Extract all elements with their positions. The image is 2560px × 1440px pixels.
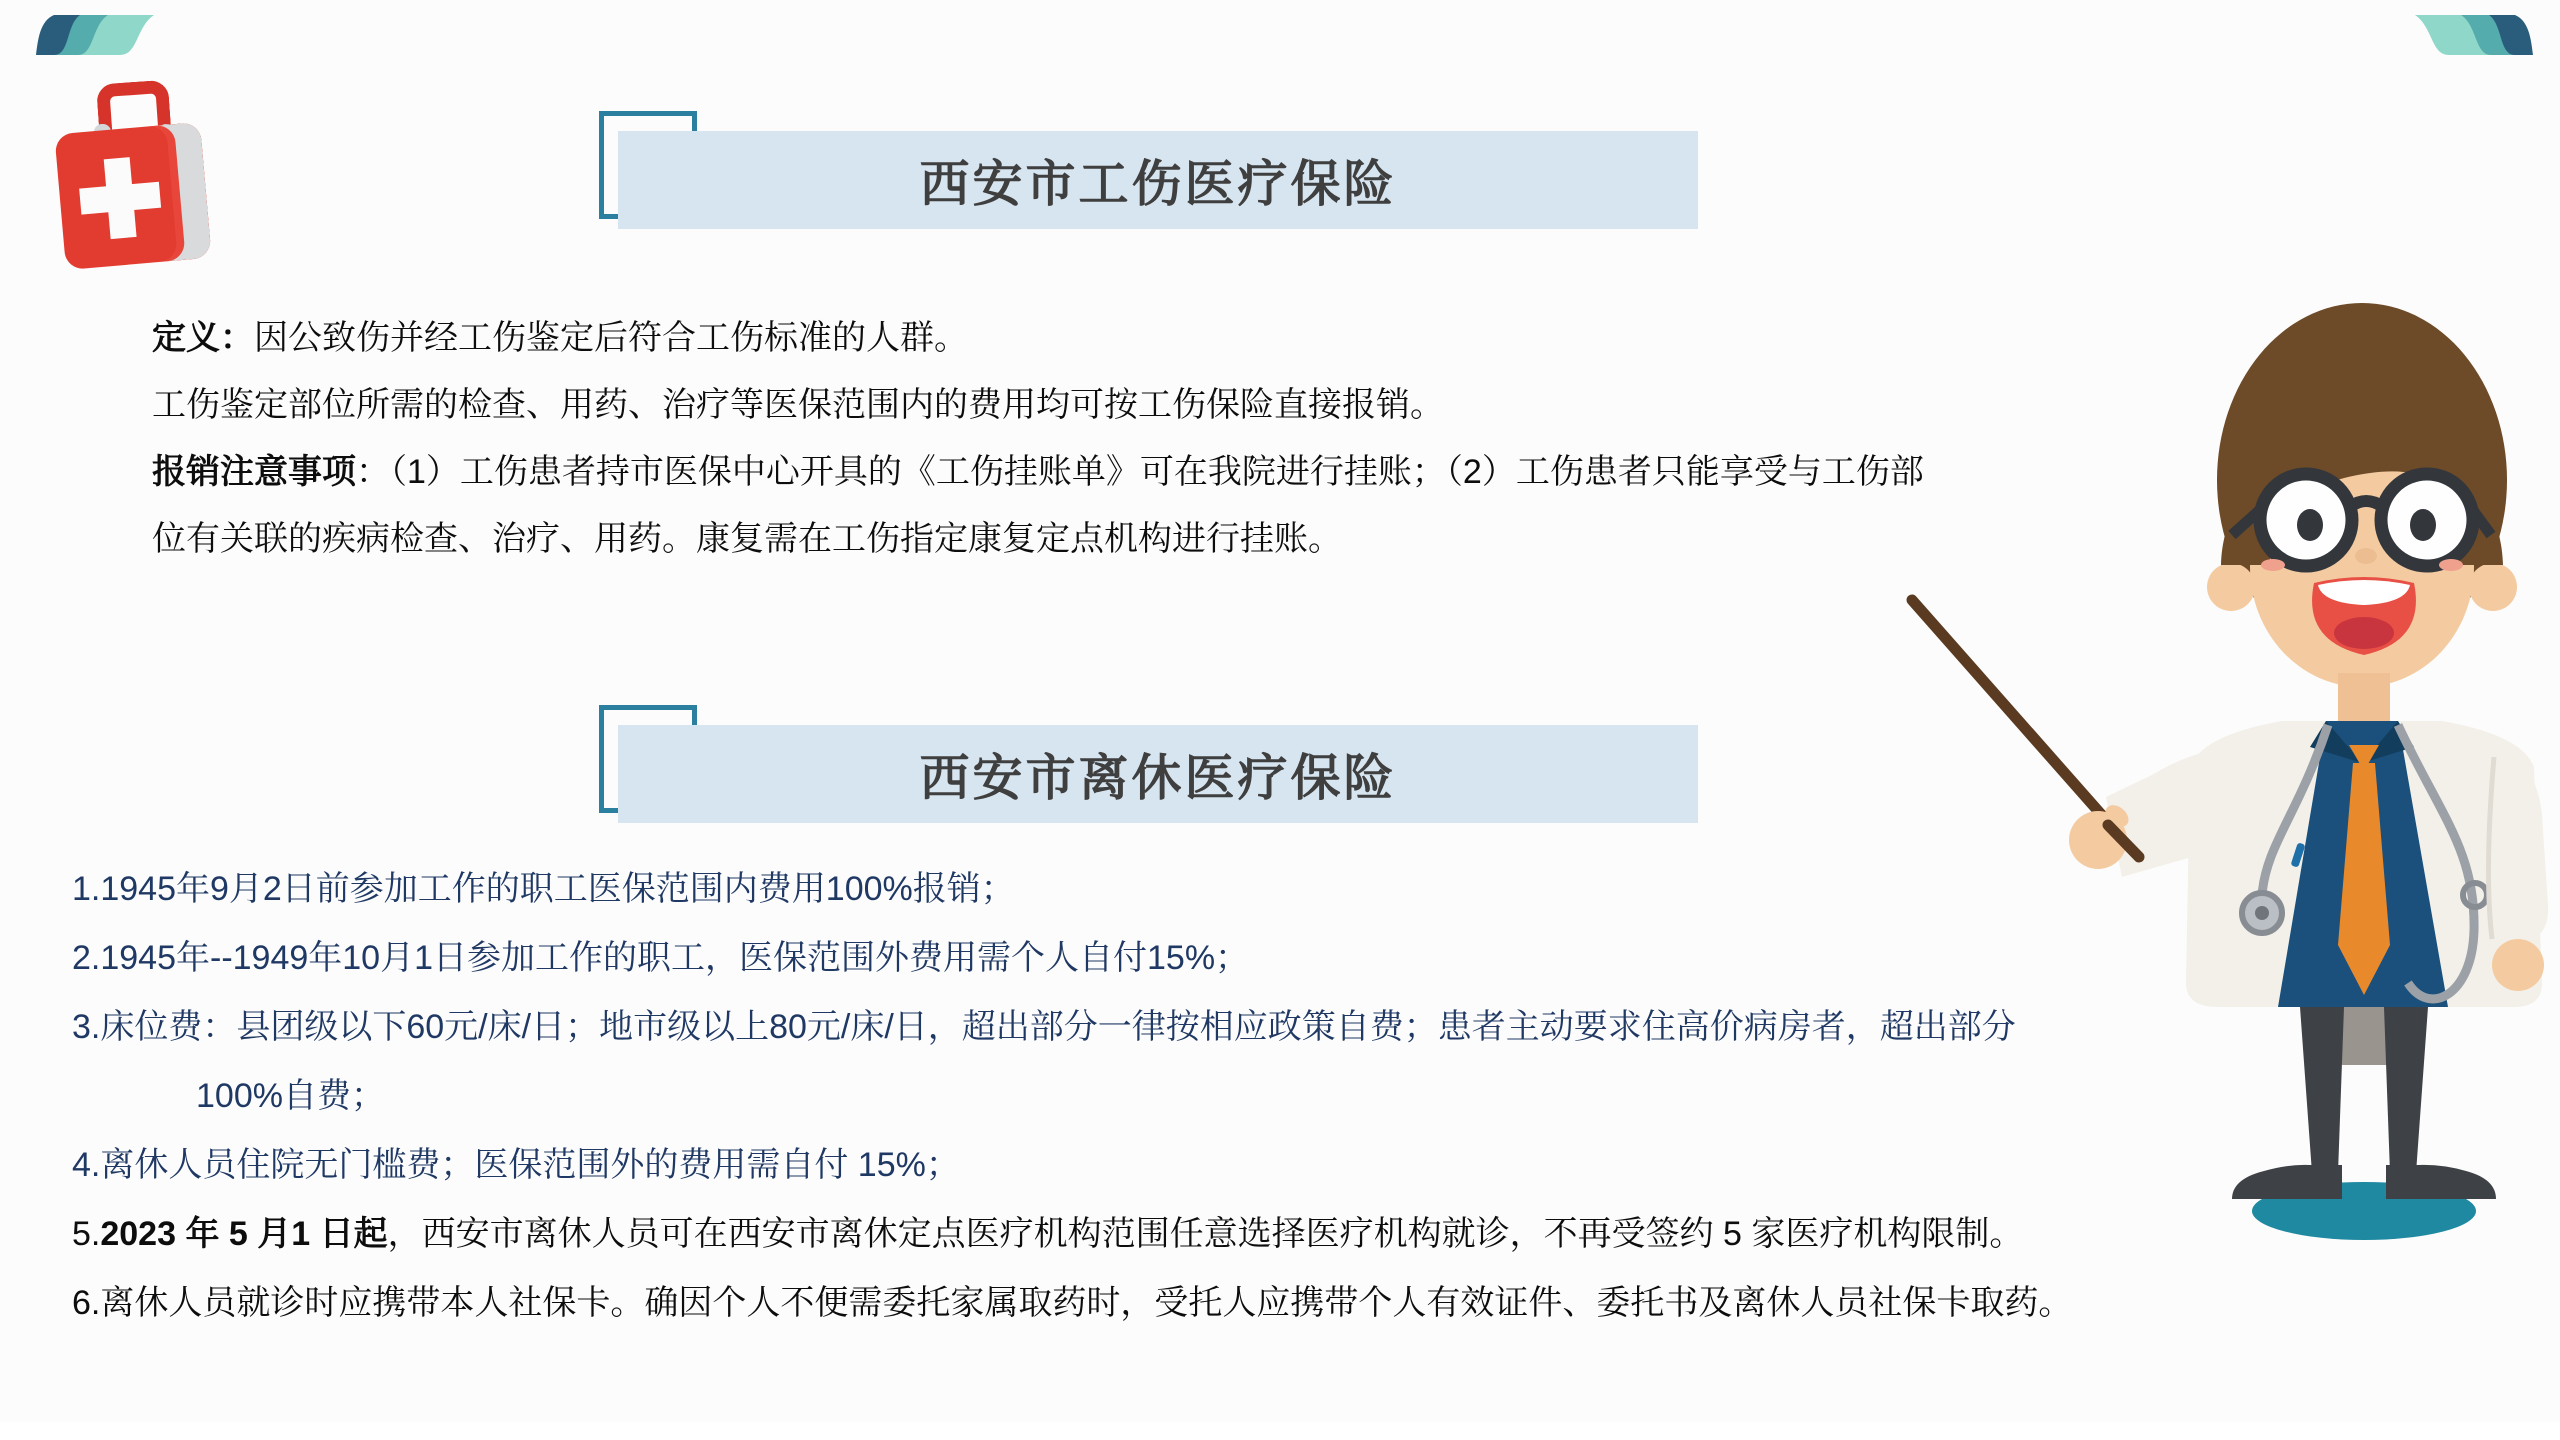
doctor-illustration [1890, 295, 2560, 1255]
paragraph-line: 定义：因公致伤并经工伤鉴定后符合工伤标准的人群。 [152, 319, 968, 357]
work-injury-banner [618, 131, 1698, 229]
list-item-5: 5.2023 年 5 月1 日起，西安市离休人员可在西安市离休定点医疗机构范围任意选择医疗机构就诊，不再受签约 5 家医疗机构限制。 [72, 1215, 2024, 1253]
work-injury-title: 西安市工伤医疗保险 [919, 156, 1397, 212]
kit-cross [104, 157, 137, 239]
first-aid-kit-icon [58, 82, 208, 267]
list-item-4: 4.离休人员住院无门槛费；医保范围外的费用需自付 15%； [72, 1146, 960, 1184]
paragraph-line: 位有关联的疾病检查、治疗、用药。康复需在工伤指定康复定点机构进行挂账。 [152, 520, 1342, 558]
list-item-6: 6.离休人员就诊时应携带本人社保卡。确因个人不便需委托家属取药时，受托人应携带个人有效证件、委托书及离休人员社保卡取药。 [72, 1284, 2073, 1322]
corner-swoosh-right-icon [2398, 15, 2533, 55]
slide-bottom-edge [0, 1422, 2560, 1440]
list-item-2: 2.1945年--1949年10月1日参加工作的职工，医保范围外费用需个人自付15%； [72, 939, 1250, 977]
list-item-3: 3.床位费：县团级以下60元/床/日；地市级以上80元/床/日，超出部分一律按相应政策自费；患者主动要求住高价病房者，超出部分 [72, 1008, 2016, 1046]
retiree-title: 西安市离休医疗保险 [919, 750, 1397, 806]
corner-swoosh-left-icon [36, 15, 171, 55]
list-item-1: 1.1945年9月2日前参加工作的职工医保范围内费用100%报销； [72, 870, 1015, 908]
kit-case [54, 122, 211, 270]
paragraph-line: 工伤鉴定部位所需的检查、用药、治疗等医保范围内的费用均可按工伤保险直接报销。 [152, 386, 1444, 424]
list-item-3-wrap: 100%自费； [196, 1077, 385, 1115]
retiree-banner [618, 725, 1698, 823]
section-work-injury-header [599, 111, 1719, 241]
section-retiree-header [599, 705, 1719, 835]
paragraph-line: 报销注意事项：（1）工伤患者持市医保中心开具的《工伤挂账单》可在我院进行挂账；（2）工伤患者只能享受与工伤部 [152, 453, 1924, 491]
